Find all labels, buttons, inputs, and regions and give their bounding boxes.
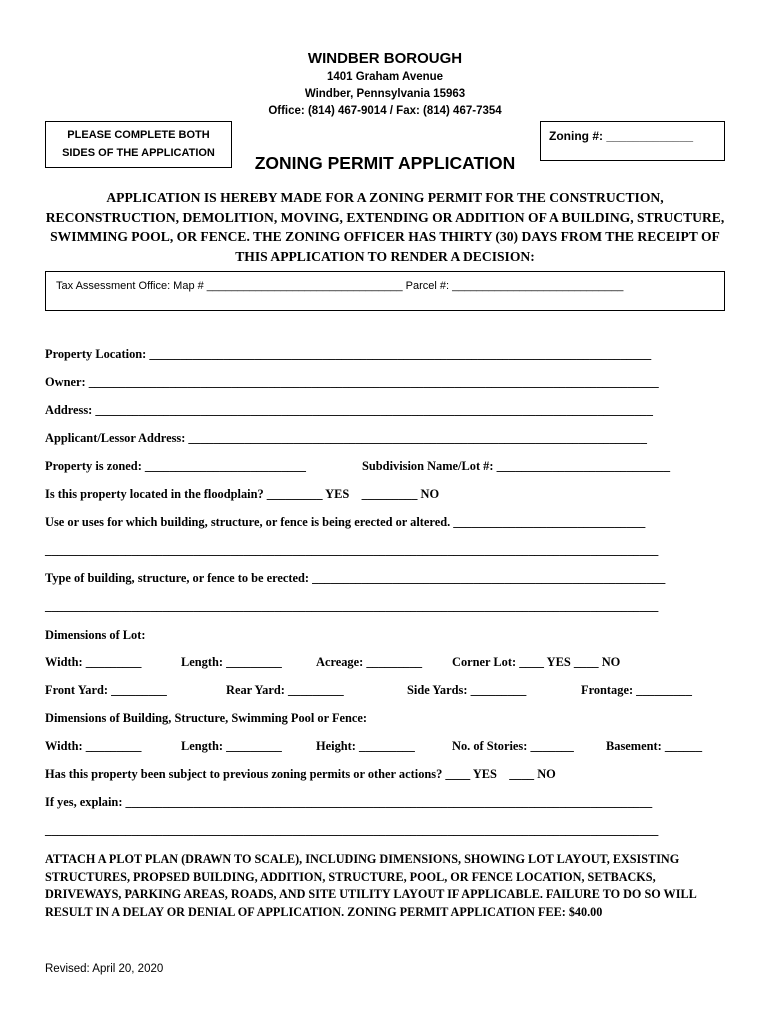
use-continuation-line[interactable]: ___________________________________________________________________________________________________ <box>45 543 659 557</box>
note-line-1: PLEASE COMPLETE BOTH <box>67 129 210 141</box>
lot-width-field[interactable]: Width: _________ <box>45 655 142 669</box>
page-title: ZONING PERMIT APPLICATION <box>254 153 516 173</box>
zoning-number-field[interactable]: Zoning #: _____________ <box>540 121 725 161</box>
building-dimensions-heading: Dimensions of Building, Structure, Swimming Pool or Fence: <box>45 711 368 725</box>
property-zoned-field[interactable]: Property is zoned: __________________________ <box>45 459 306 473</box>
basement-field[interactable]: Basement: ______ <box>606 739 703 753</box>
plot-plan-instructions: ATTACH A PLOT PLAN (DRAWN TO SCALE), INCLUDING DIMENSIONS, SHOWING LOT LAYOUT, EXSISTING STRUCTURES, PROPSED BUILDING, ADDITION, STRUCTURE, POOL, OR FENCE LOCATION, SETBACKS, DRIVEWAYS, PARKING AREAS, ROADS, AND SITE UTILITY LAYOUT IF APPLICABLE. FAILURE TO DO SO WILL RESULT IN A DELAY OR DENIAL OF APPLICATION. ZONING PERMIT APPLICATION FEE: $40.00 <box>45 852 697 919</box>
revised-date: Revised: April 20, 2020 <box>45 963 164 975</box>
frontage-field[interactable]: Frontage: _________ <box>581 683 692 697</box>
org-name: WINDBER BOROUGH <box>307 50 463 67</box>
building-width-field[interactable]: Width: _________ <box>45 739 142 753</box>
org-address-street: 1401 Graham Avenue <box>326 71 444 83</box>
lot-dimensions-heading: Dimensions of Lot: <box>45 628 146 642</box>
address-field[interactable]: Address: __________________________________________________________________________________________ <box>45 403 653 417</box>
side-yards-field[interactable]: Side Yards: _________ <box>407 683 527 697</box>
corner-lot-field[interactable]: Corner Lot: ____ YES ____ NO <box>452 655 621 669</box>
tax-assessment-field[interactable]: Tax Assessment Office: Map # ________________________________ Parcel #: ____________________________ <box>45 271 725 311</box>
property-location-field[interactable]: Property Location: _________________________________________________________________________________ <box>45 347 652 361</box>
acreage-field[interactable]: Acreage: _________ <box>316 655 423 669</box>
floodplain-field[interactable]: Is this property located in the floodplain? _________ YES _________ NO <box>45 487 440 501</box>
height-field[interactable]: Height: _________ <box>316 739 415 753</box>
stories-field[interactable]: No. of Stories: _______ <box>452 739 574 753</box>
use-field[interactable]: Use or uses for which building, structure, or fence is being erected or altered. _______________________________ <box>45 515 646 529</box>
front-yard-field[interactable]: Front Yard: _________ <box>45 683 167 697</box>
previous-permits-field[interactable]: Has this property been subject to previous zoning permits or other actions? ____ YES ____ NO <box>45 767 556 781</box>
explain-field[interactable]: If yes, explain: _____________________________________________________________________________________ <box>45 795 653 809</box>
owner-field[interactable]: Owner: ____________________________________________________________________________________________ <box>45 375 659 389</box>
lot-length-field[interactable]: Length: _________ <box>181 655 282 669</box>
building-length-field[interactable]: Length: _________ <box>181 739 282 753</box>
intro-statement: APPLICATION IS HEREBY MADE FOR A ZONING PERMIT FOR THE CONSTRUCTION, RECONSTRUCTION, DEMOLITION, MOVING, EXTENDING OR ADDITION OF A BUILDING, STRUCTURE, SWIMMING POOL, OR FENCE. THE ZONING OFFICER HAS THIRTY (30) DAYS FROM THE RECEIPT OF THIS APPLICATION TO RENDER A DECISION: <box>45 190 725 264</box>
applicant-address-field[interactable]: Applicant/Lessor Address: __________________________________________________________________________ <box>45 431 647 445</box>
subdivision-field[interactable]: Subdivision Name/Lot #: ____________________________ <box>362 459 671 473</box>
note-line-2: SIDES OF THE APPLICATION <box>62 147 215 159</box>
building-type-field[interactable]: Type of building, structure, or fence to be erected: _________________________________________________________ <box>45 571 666 585</box>
building-type-continuation-line[interactable]: ___________________________________________________________________________________________________ <box>45 599 659 613</box>
rear-yard-field[interactable]: Rear Yard: _________ <box>226 683 344 697</box>
org-phone-fax: Office: (814) 467-9014 / Fax: (814) 467-7354 <box>268 105 502 117</box>
org-address-city: Windber, Pennsylvania 15963 <box>304 88 466 100</box>
explain-continuation-line[interactable]: ___________________________________________________________________________________________________ <box>45 823 659 837</box>
